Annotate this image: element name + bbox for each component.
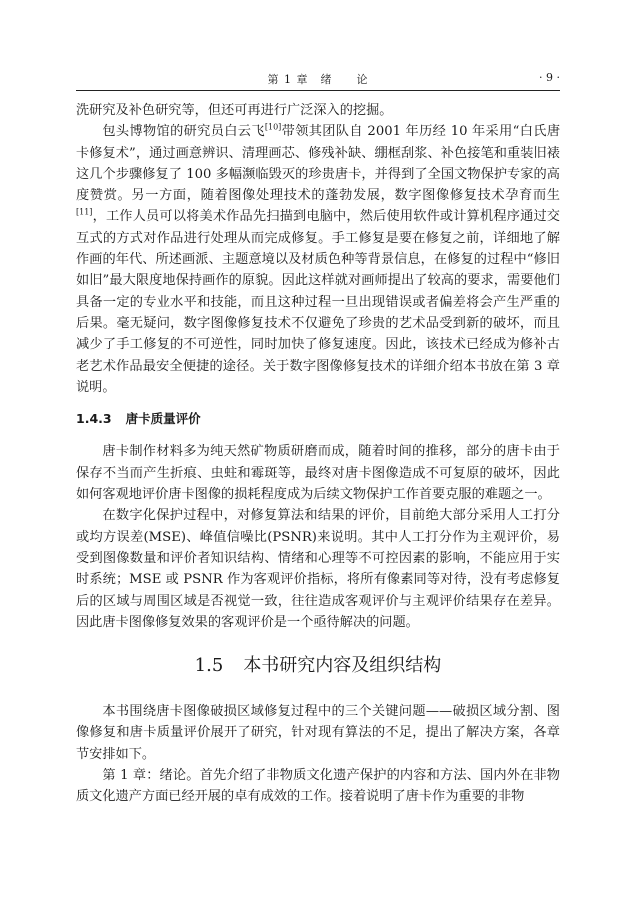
paragraph-4: 在数字化保护过程中，对修复算法和结果的评价，目前绝大部分采用人工打分或均方误差(MSE)、峰值信噪比(PSNR)来说明。其中人工打分作为主观评价，易受到图像数量和评价者知识结构、情绪和心理等不可控因素的影响，不能应用于实时系统；MSE 或 PSNR 作为客观评价指标，将所有像素同等对待，没有考虑修复后的区域与周围区域是否视觉一致，往往造成客观评价与主观评价结果存在差异。因此唐卡图像修复效果的客观评价是一个亟待解决的问题。 [76, 508, 560, 630]
paragraph-2-part-b: 带领其团队自 2001 年历经 10 年采用“白氏唐卡修复术”，通过画意辨识、清理画芯、修残补缺、绷框刮浆、补色接笔和重装旧裱这几个步骤修复了 100 多幅濒临毁灭的珍贵唐卡，并得到了全国文物保护专家的高度赞赏。另一方面，随着图像处理技术的蓬勃发展，数字图像修复技术孕育而生 [76, 124, 561, 204]
subsection-title: 唐卡质量评价 [125, 411, 201, 427]
paragraph-2-part-c: ，工作人员可以将美术作品先扫描到电脑中，然后使用软件或计算机程序通过交互式的方式对作品进行处理从而完成修复。手工修复是要在修复之前，详细地了解作画的年代、所述画派、主题意境以及材质色种等背景信息，在修复的过程中“修旧如旧”最大限度地保持画作的原貌。因此这样就对画师提出了较高的要求，需要他们具备一定的专业水平和技能，而且这种过程一旦出现错误或者偏差将会产生严重的后果。毫无疑问，数字图像修复技术不仅避免了珍贵的艺术品受到新的破坏，而且减少了手工修复的不可逆性，同时加快了修复速度。因此，该技术已经成为修补古老艺术作品最安全便捷的途径。关于数字图像修复技术的详细介绍本书放在第 3 章说明。 [76, 209, 560, 395]
body-text [76, 100, 560, 808]
paragraph-2 [76, 121, 560, 398]
paragraph-1: 洗研究及补色研究等，但还可再进行广泛深入的挖掘。 [76, 103, 393, 118]
paragraph-2-part-a: 包头博物馆的研究员白云飞 [102, 124, 265, 140]
paragraph-3: 唐卡制作材料多为纯天然矿物质研磨而成，随着时间的推移，部分的唐卡由于保存不当而产生折痕、虫蛀和霉斑等，最终对唐卡图像造成不可复原的破坏，因此如何客观地评价唐卡图像的损耗程度成为后续文物保护工作首要克服的难题之一。 [76, 444, 560, 503]
chapter-title: 第 1 章 绪 论 [267, 73, 369, 86]
section-heading [76, 653, 560, 679]
citation-ref-10: [10] [264, 122, 282, 132]
section-title: 本书研究内容及组织结构 [243, 655, 442, 677]
running-header [76, 68, 560, 91]
citation-ref-11: [11] [76, 208, 93, 218]
subsection-heading [76, 408, 560, 429]
page-number: · 9 · [539, 71, 560, 84]
subsection-number: 1.4.3 [76, 411, 112, 427]
paragraph-6: 第 1 章：绪论。首先介绍了非物质文化遗产保护的内容和方法、国内外在非物质文化遗产方面已经开展的卓有成效的工作。接着说明了唐卡作为重要的非物 [76, 768, 560, 805]
section-number: 1.5 [194, 655, 224, 677]
paragraph-5: 本书围绕唐卡图像破损区域修复过程中的三个关键问题——破损区域分割、图像修复和唐卡质量评价展开了研究，针对现有算法的不足，提出了解决方案，各章节安排如下。 [76, 704, 560, 762]
